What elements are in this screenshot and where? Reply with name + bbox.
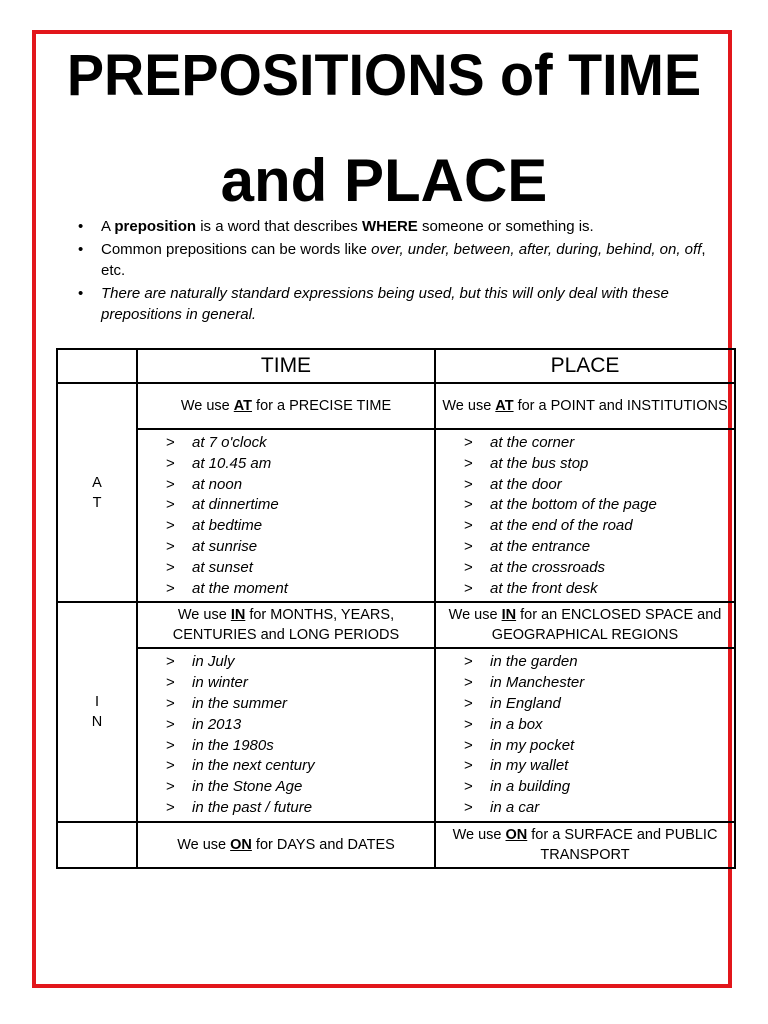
intro-bullet-list (78, 216, 708, 327)
at-rule-row (57, 383, 735, 429)
at-letter-cell (57, 383, 137, 602)
in-time-rule: We use IN for MONTHS, YEARS, CENTURIES and LONG PERIODS (137, 602, 435, 648)
in-examples-row (57, 648, 735, 821)
list-item: > at the bus stop (464, 454, 589, 472)
letter-i: I (94, 694, 100, 711)
letter-t: T (92, 494, 102, 511)
list-item: > at the crossroads (464, 558, 606, 576)
on-time-rule: We use ON for DAYS and DATES (137, 822, 435, 868)
list-item: > at the front desk (464, 579, 598, 597)
list-item: > in 2013 (166, 715, 242, 733)
list-item: > in a box (464, 715, 543, 733)
in-place-rule: We use IN for an ENCLOSED SPACE and GEOGRAPHICAL REGIONS (435, 602, 735, 648)
list-item: > in a car (464, 798, 540, 816)
keyword-where: WHERE (361, 218, 418, 235)
header-corner-cell (57, 349, 137, 383)
list-item: > at dinnertime (166, 496, 279, 514)
on-letter-cell (57, 822, 137, 868)
bullet-item: • A preposition is a word that describes WHERE someone or something is. (78, 216, 708, 237)
at-examples-row (57, 429, 735, 602)
at-time-examples (137, 429, 435, 602)
list-item: > in the next century (166, 757, 315, 775)
list-item: > at bedtime (166, 517, 263, 535)
list-item: > in the 1980s (166, 736, 274, 754)
header-place: PLACE (435, 349, 735, 383)
list-item: > in a building (464, 778, 571, 796)
in-place-examples (435, 648, 735, 821)
list-item: > at 7 o'clock (166, 434, 267, 451)
in-letter-cell (57, 602, 137, 821)
list-item: > in the Stone Age (166, 778, 303, 796)
list-item: > in the past / future (166, 798, 313, 816)
list-item: > in my wallet (464, 757, 569, 775)
list-item: > at the entrance (464, 537, 591, 555)
list-item: > at noon (166, 475, 243, 493)
list-item: > at the end of the road (464, 517, 633, 535)
list-item: > at 10.45 am (166, 454, 272, 472)
list-item: > at the door (464, 475, 562, 493)
at-time-rule: We use AT for a PRECISE TIME (137, 383, 435, 429)
list-item: > at the bottom of the page (464, 496, 657, 514)
page-title-line-1: PREPOSITIONS of TIME (66, 43, 702, 108)
list-item: > in the garden (464, 653, 578, 671)
prepositions-table (56, 348, 736, 869)
bullet-item: • Common prepositions can be words like over, under, between, after, during, behind, on, off, etc. (78, 239, 708, 281)
example-words: over, under, between, after, during, behind, on, off (371, 241, 702, 258)
list-item: > at sunrise (166, 537, 258, 555)
on-place-rule: We use ON for a SURFACE and PUBLIC TRANSPORT (435, 822, 735, 868)
list-item: > at the moment (166, 579, 288, 597)
list-item: > in the summer (166, 694, 288, 712)
at-place-examples (435, 429, 735, 602)
keyword-preposition: preposition (114, 218, 197, 235)
list-item: > in my pocket (464, 736, 575, 754)
list-item: > in England (464, 694, 561, 712)
page-title-line-2: and PLACE (220, 147, 548, 214)
letter-n: N (91, 714, 103, 731)
bullet-item: • There are naturally standard expressions being used, but this will only deal with these prepositions in general. (78, 283, 708, 325)
list-item: > in winter (166, 674, 248, 692)
in-rule-row (57, 602, 735, 648)
list-item: > at the corner (464, 434, 575, 451)
list-item: > at sunset (166, 558, 253, 576)
list-item: > in Manchester (464, 674, 585, 692)
table-header-row (57, 349, 735, 383)
in-time-examples (137, 648, 435, 821)
header-time: TIME (137, 349, 435, 383)
letter-a: A (92, 474, 102, 491)
at-place-rule: We use AT for a POINT and INSTITUTIONS (435, 383, 735, 429)
on-rule-row (57, 822, 735, 868)
list-item: > in July (166, 653, 235, 671)
